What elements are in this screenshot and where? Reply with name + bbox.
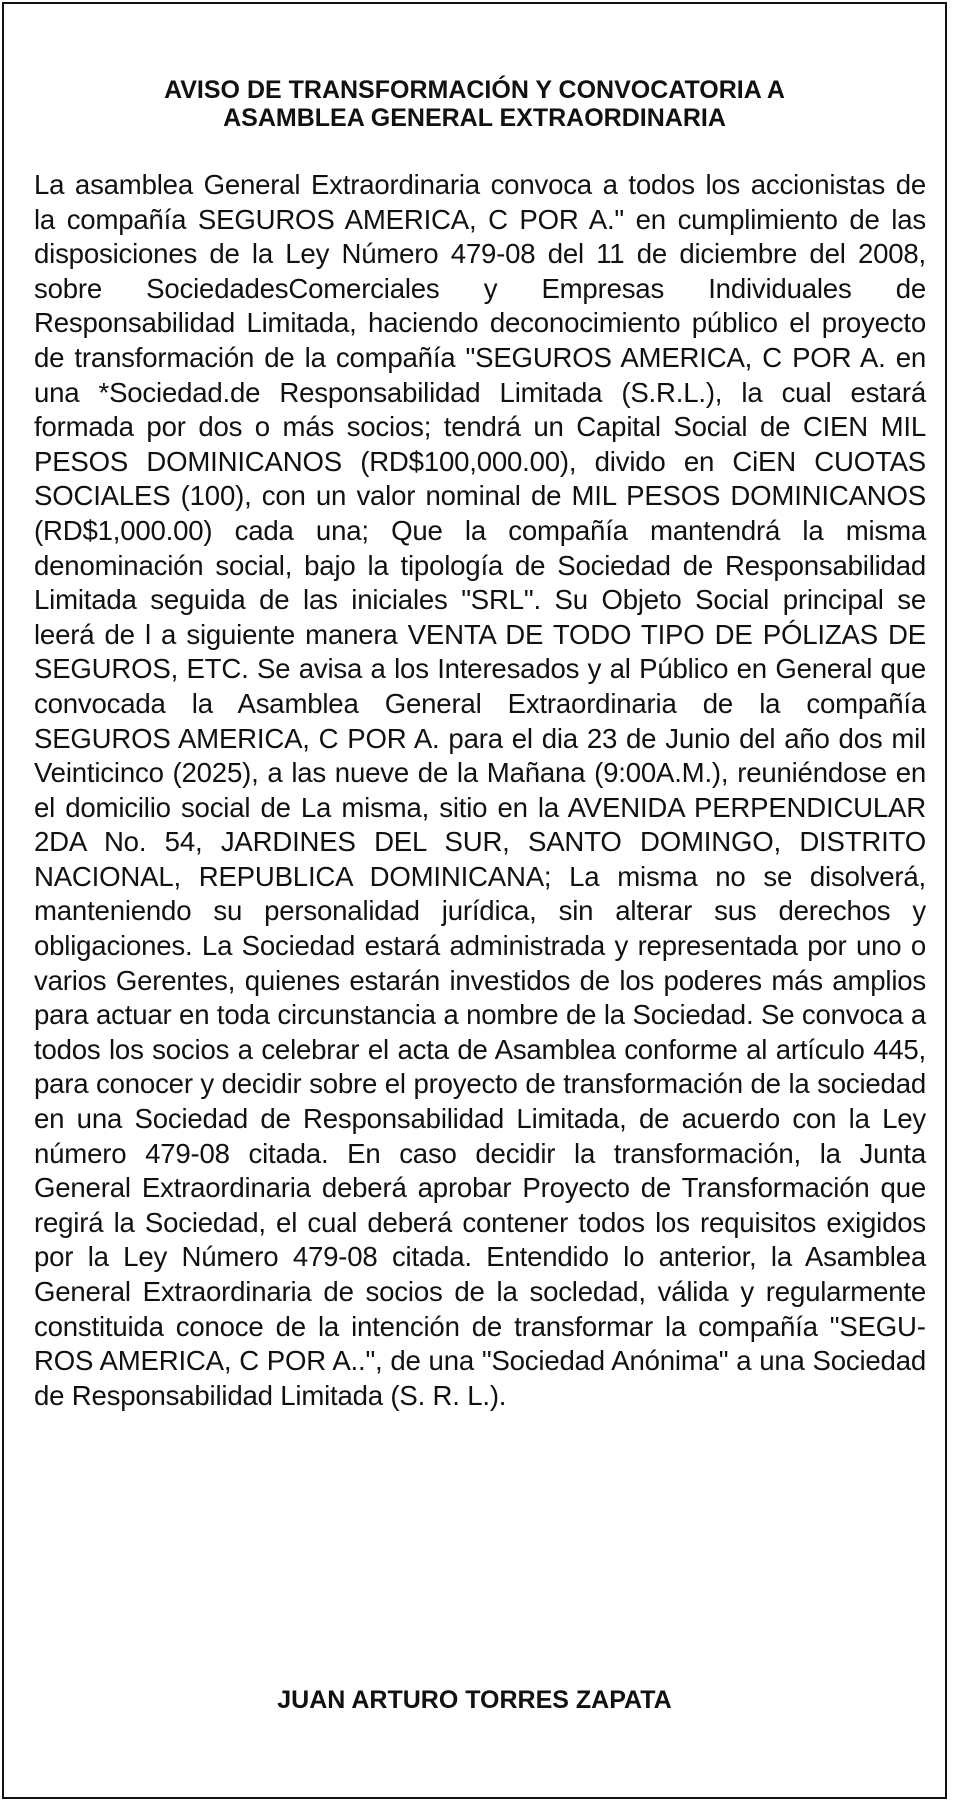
notice-title-line-2: ASAMBLEA GENERAL EXTRAORDINARIA — [223, 104, 726, 132]
notice-body: La asamblea General Extraordinaria convoca a todos los accionistas de la compañía SEGUROS AMERICA, C POR A." en cumplimiento de las disposiciones de la Ley Número 479-08 del 11 de diciembre del 2008, sobre SociedadesComerciales y Empresas Individuales de Responsabilidad Limitada, haciendo deconocimiento público el proyecto de transformación de la compañía "SEGUROS AMERICA, C POR A. en una *Sociedad.de Responsabilidad Limitada (S.R.L.), la cual estará formada por dos o más socios; tendrá un Capital Social de CIEN MIL PESOS DOMINICANOS (RD$100,000.00), divido en CiEN CUOTAS SOCIALES (100), con un valor nominal de MIL PESOS DOMINICANOS (RD$1,000.00) cada una; Que la compañía mantendrá la misma denominación social, bajo la tipología de Sociedad de Responsabilidad Limitada seguida de las iniciales "SRL". Su Objeto Social principal se leerá de l a siguiente manera VENTA DE TODO TIPO DE PÓLIZAS DE SEGUROS, ETC. Se avisa a los Interesados y al Público en General que convocada la Asamblea General Extraordinaria de la compañía SEGUROS AMERICA, C POR A. para el dia 23 de Junio del año dos mil Veinticinco (2025), a las nueve de la Mañana (9:00A.M.), reuniéndose en el domicilio social de La misma, sitio en la AVENIDA PERPENDICULAR 2DA No. 54, JARDINES DEL SUR, SANTO DOMINGO, DISTRITO NACIONAL, REPUBLICA DOMINICANA; La misma no se disolverá, manteniendo su personalidad jurídica, sin alterar sus derechos y obligaciones. La Sociedad estará administrada y representada por uno o varios Gerentes, quienes estarán investidos de los poderes más amplios para actuar en toda circunstancia a nombre de la Sociedad. Se convoca a todos los socios a celebrar el acta de Asamblea conforme al artículo 445, para conocer y decidir sobre el proyecto de transformación de la sociedad en una Sociedad de Responsabilidad Limitada, de acuerdo con la Ley número 479-08 citada. En caso decidir la transformación, la Junta General Extraordinaria deberá aprobar Proyecto de Transformación que regirá la Sociedad, el cual deberá contener todos los requisitos exigidos por la Ley Número 479-08 citada. Entendido lo anterior, la Asamblea General Extraordinaria de socios de la socledad, válida y regularmente constituida conoce de la intención de transformar la compañía "SEGUROS AMERICA, C POR A..", de una "Sociedad Anónima" a una Sociedad de Responsabilidad Limitada (S. R. L.). — [34, 169, 926, 1411]
legal-notice-box — [2, 2, 947, 1799]
notice-signature: JUAN ARTURO TORRES ZAPATA — [277, 1686, 672, 1714]
notice-title-line-1: AVISO DE TRANSFORMACIÓN Y CONVOCATORIA A — [164, 76, 785, 104]
notice-title — [44, 76, 905, 132]
